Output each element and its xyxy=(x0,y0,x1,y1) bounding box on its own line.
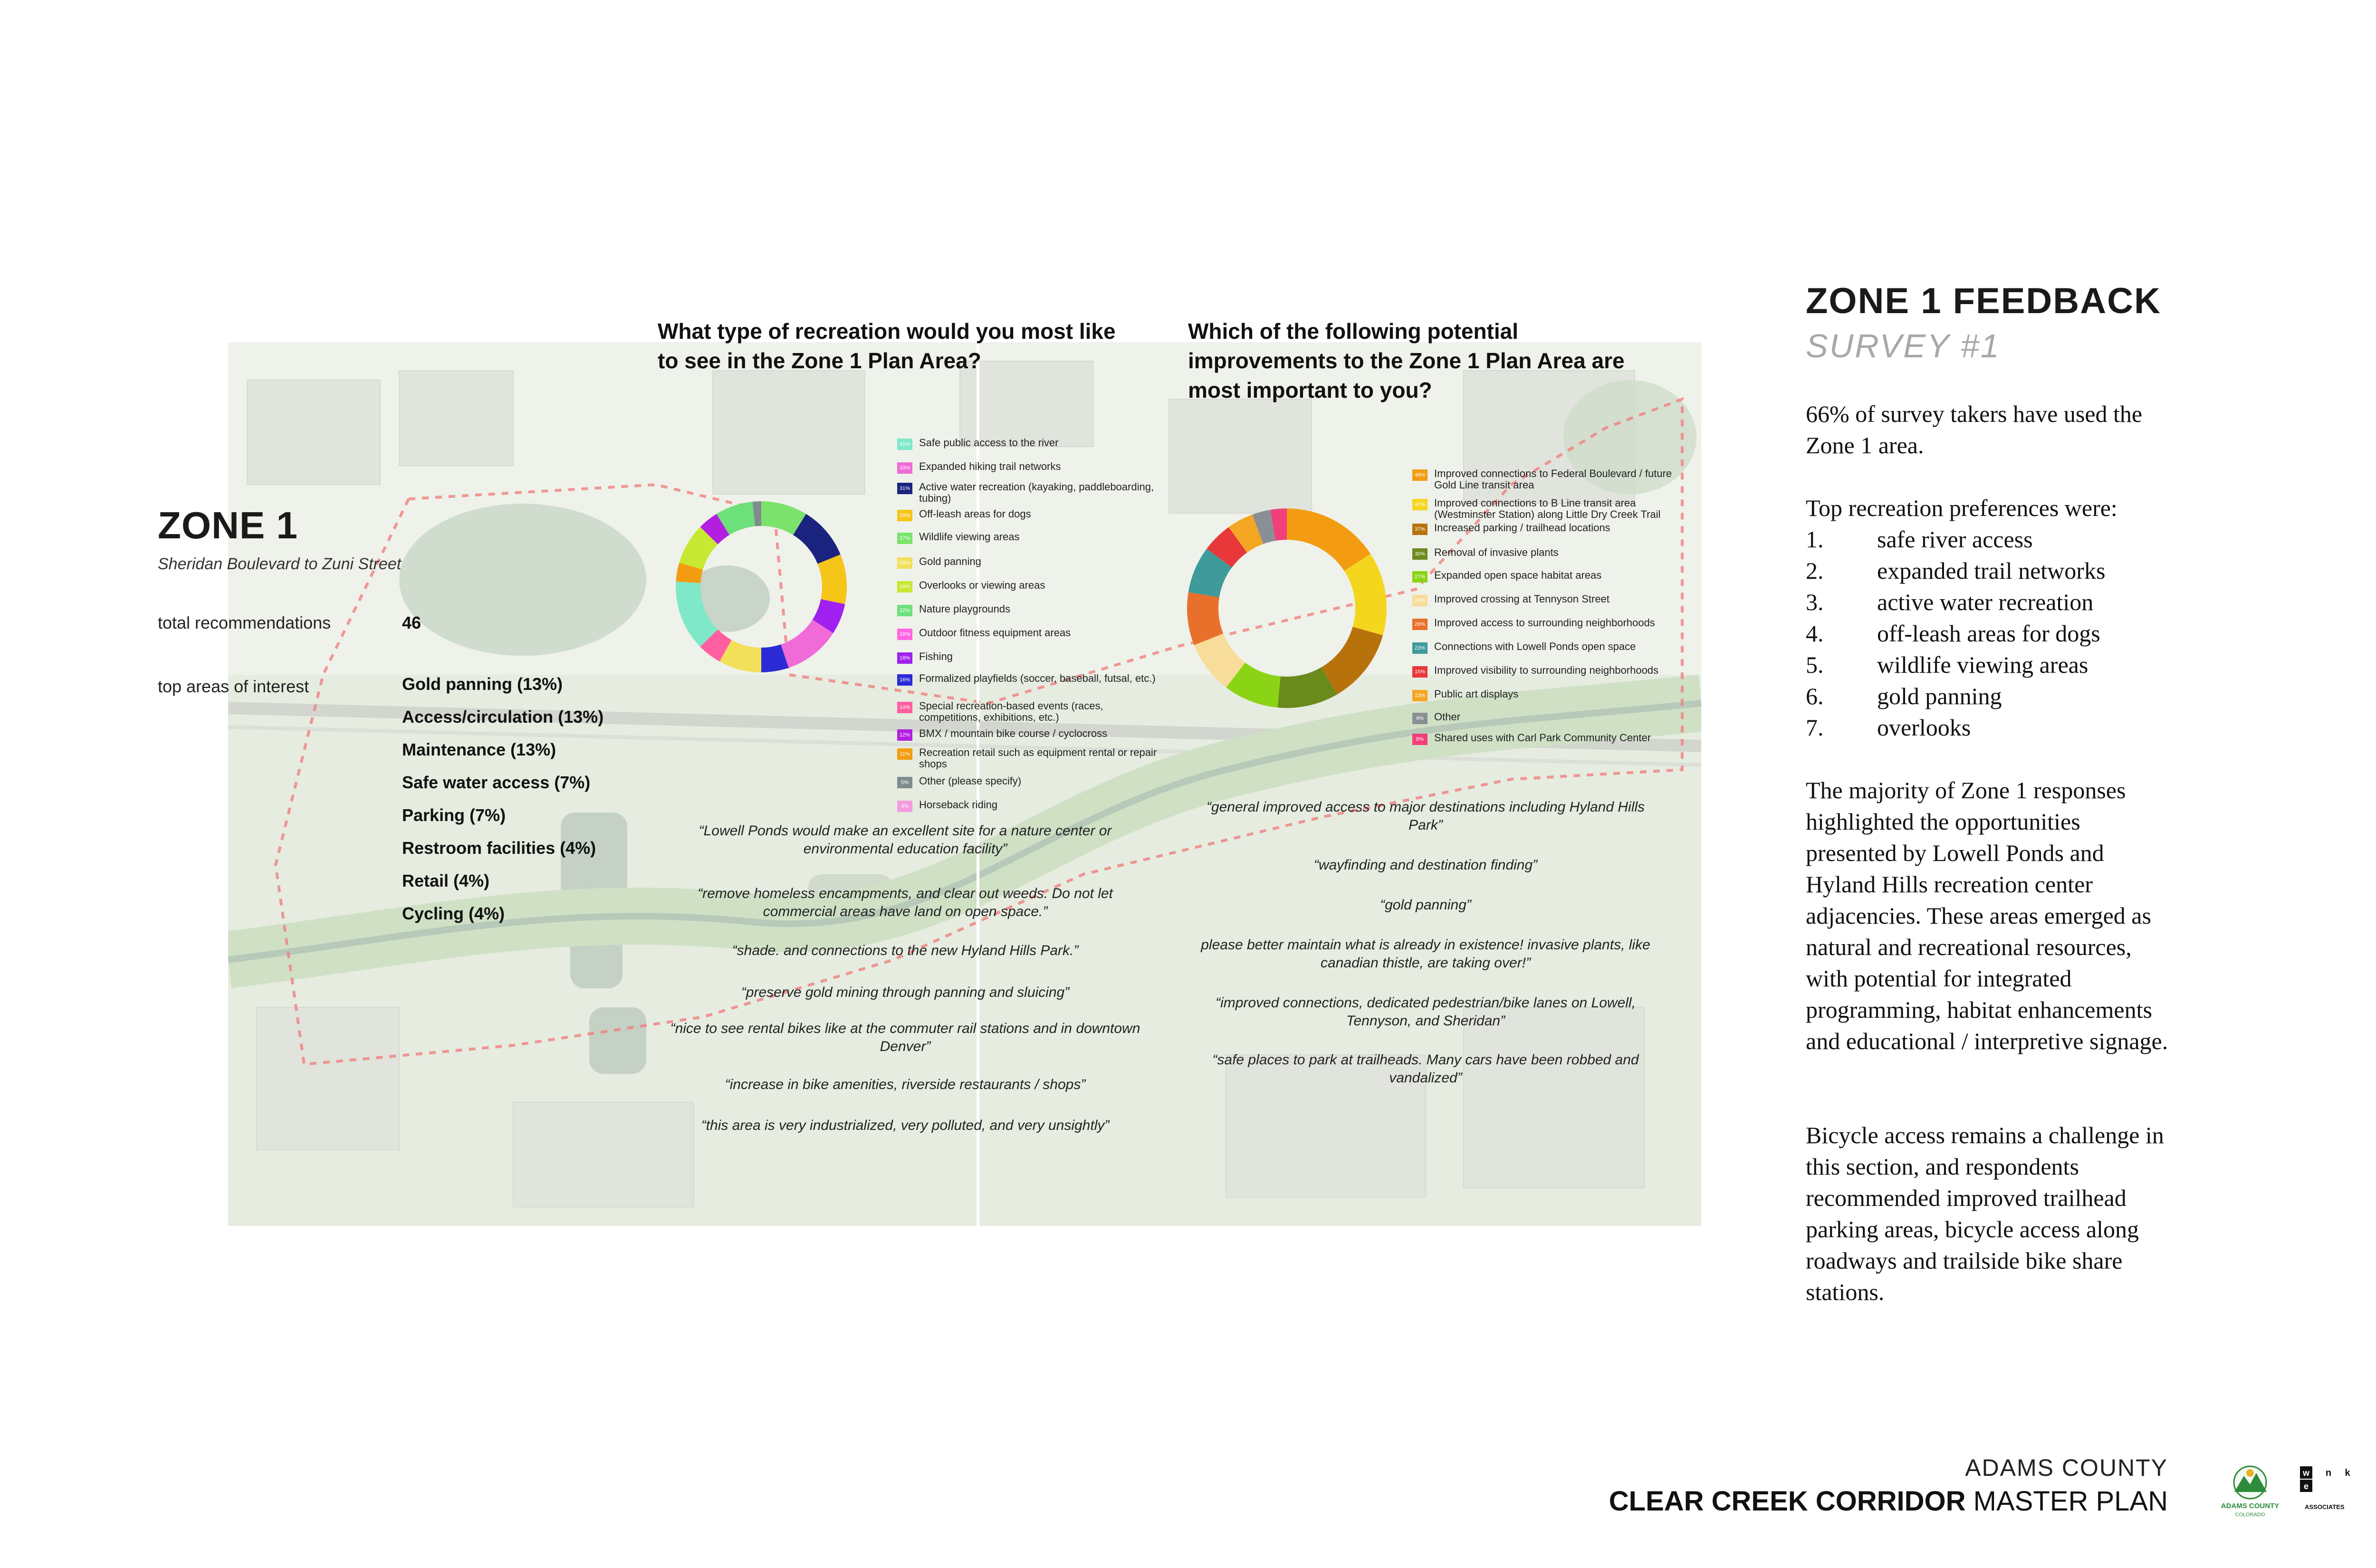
feedback-intro: 66% of survey takers have used the Zone 1 area. xyxy=(1806,401,2143,459)
legend-swatch: 29% xyxy=(897,510,912,521)
legend-swatch: 5% xyxy=(897,777,912,788)
legend-item xyxy=(1412,641,1681,654)
quote: “shade. and connections to the new Hyland Hills Park.” xyxy=(732,943,1079,958)
legend-label: Other xyxy=(1434,711,1461,723)
legend-label: Gold panning xyxy=(919,555,981,567)
preference-item: 7. overlooks xyxy=(1806,714,1971,741)
legend-label: Outdoor fitness equipment areas xyxy=(919,627,1071,639)
improvements-donut-chart xyxy=(1187,508,1387,708)
legend-swatch: 37% xyxy=(1412,524,1428,535)
legend-swatch: 25% xyxy=(897,557,912,569)
top-area-item: Parking (7%) xyxy=(402,805,506,825)
legend-label: Improved access to surrounding neighborhoods xyxy=(1434,617,1655,629)
quote: “Lowell Ponds would make an excellent site for a nature center or environmental education facility” xyxy=(699,823,1112,857)
feedback-paragraph: The majority of Zone 1 responses highlighted the opportunities presented by Lowell Ponds and Hyland Hills recreation center adjacencies. These areas emerged as natural and recreational resources, with potential for integrated programming, habitat enhancements and educational / interpretive signage. xyxy=(1806,777,2168,1054)
legend-label: Off-leash areas for dogs xyxy=(919,508,1031,520)
legend-swatch: 48% xyxy=(1412,469,1428,481)
legend-item xyxy=(897,437,1166,450)
feedback-title: ZONE 1 FEEDBACK xyxy=(1806,281,2161,321)
svg-text:ADAMS COUNTY: ADAMS COUNTY xyxy=(2221,1502,2280,1510)
preference-item: 3. active water recreation xyxy=(1806,589,2094,615)
legend-label: Special recreation-based events (races, competitions, exhibitions, etc.) xyxy=(919,700,1103,723)
quote: “safe places to park at trailheads. Many cars have been robbed and vandalized” xyxy=(1212,1052,1639,1086)
legend-label: Connections with Lowell Ponds open space xyxy=(1434,641,1636,652)
legend-item xyxy=(897,651,1166,664)
legend-item xyxy=(1412,497,1681,520)
legend-swatch: 16% xyxy=(897,674,912,686)
top-area-item: Retail (4%) xyxy=(402,871,490,890)
legend-item xyxy=(897,508,1166,521)
legend-label: Overlooks or viewing areas xyxy=(919,579,1045,591)
top-area-item: Gold panning (13%) xyxy=(402,674,563,694)
legend-swatch: 24% xyxy=(897,581,912,593)
legend-label: Improved connections to B Line transit area (Westminster Station) along Little Dry Creek Trail xyxy=(1434,497,1661,520)
quote: “gold panning” xyxy=(1380,897,1471,913)
legend-swatch: 4% xyxy=(897,801,912,812)
legend-label: Other (please specify) xyxy=(919,775,1022,787)
legend-label: Safe public access to the river xyxy=(919,437,1059,449)
legend-label: Active water recreation (kayaking, paddleboarding, tubing) xyxy=(919,481,1154,504)
legend-swatch: 18% xyxy=(897,629,912,640)
legend-label: Expanded hiking trail networks xyxy=(919,460,1061,472)
quote: “improved connections, dedicated pedestrian/bike lanes on Lowell, Tennyson, and Sheridan” xyxy=(1216,995,1636,1029)
legend-swatch: 26% xyxy=(1412,619,1428,630)
legend-item xyxy=(897,799,1166,812)
legend-item xyxy=(1412,665,1681,678)
legend-swatch: 11% xyxy=(897,748,912,760)
feedback-paragraph: Bicycle access remains a challenge in this section, and respondents recommended improved trailhead parking areas, bicycle access along roadways and trailside bike share stations. xyxy=(1806,1122,2164,1305)
svg-text:ASSOCIATES: ASSOCIATES xyxy=(2305,1503,2345,1511)
legend-label: Recreation retail such as equipment rental or repair shops xyxy=(919,746,1157,770)
legend-item xyxy=(897,747,1166,770)
improvements-question: Which of the following potential improvements to the Zone 1 Plan Area are most important to you? xyxy=(1188,319,1625,402)
legend-item xyxy=(1412,522,1681,535)
legend-swatch: 15% xyxy=(1412,666,1428,678)
svg-text:n: n xyxy=(2325,1468,2332,1478)
top-area-item: Cycling (4%) xyxy=(402,904,505,923)
quote: “this area is very industrialized, very polluted, and very unsightly” xyxy=(701,1118,1110,1133)
preferences-heading: Top recreation preferences were: xyxy=(1806,495,2117,521)
legend-item xyxy=(897,673,1166,686)
legend-label: Improved visibility to surrounding neighborhoods xyxy=(1434,664,1659,676)
adams-county-logo xyxy=(2214,1463,2286,1520)
svg-text:e: e xyxy=(2303,1482,2309,1491)
top-areas-label: top areas of interest xyxy=(158,677,309,696)
legend-item xyxy=(897,775,1166,788)
legend-swatch: 22% xyxy=(897,605,912,616)
legend-swatch: 31% xyxy=(897,483,912,494)
legend-item xyxy=(897,556,1166,569)
preference-item: 5. wildlife viewing areas xyxy=(1806,651,2089,678)
legend-swatch: 23% xyxy=(1412,642,1428,654)
top-area-item: Maintenance (13%) xyxy=(402,740,556,759)
legend-swatch: 9% xyxy=(1412,713,1428,724)
top-area-item: Access/circulation (13%) xyxy=(402,707,604,727)
legend-label: Improved crossing at Tennyson Street xyxy=(1434,593,1610,605)
legend-item xyxy=(897,461,1166,474)
legend-label: Wildlife viewing areas xyxy=(919,531,1020,543)
top-areas-list xyxy=(402,674,604,936)
legend-item xyxy=(897,700,1166,723)
legend-label: Public art displays xyxy=(1434,688,1519,700)
zone-title: ZONE 1 xyxy=(158,504,298,546)
legend-label: Removal of invasive plants xyxy=(1434,546,1559,558)
feedback-subtitle: SURVEY #1 xyxy=(1806,327,2001,364)
svg-text:COLORADO: COLORADO xyxy=(2235,1512,2265,1518)
preference-item: 2. expanded trail networks xyxy=(1806,557,2106,584)
legend-item xyxy=(1412,468,1681,491)
preferences-list xyxy=(1806,524,2105,743)
legend-label: BMX / mountain bike course / cyclocross xyxy=(919,727,1108,739)
legend-swatch: 13% xyxy=(1412,690,1428,701)
preference-item: 6. gold panning xyxy=(1806,683,2002,709)
legend-swatch: 33% xyxy=(897,462,912,474)
quote: “remove homeless encampments, and clear out weeds. Do not let commercial areas have land on open space.” xyxy=(698,886,1113,919)
top-area-item: Restroom facilities (4%) xyxy=(402,838,596,858)
quote: “general improved access to major destinations including Hyland Hills Park” xyxy=(1206,799,1645,833)
total-recommendations-label: total recommendations xyxy=(158,613,331,632)
legend-label: Increased parking / trailhead locations xyxy=(1434,522,1610,534)
legend-item xyxy=(897,531,1166,544)
legend-item xyxy=(897,580,1166,593)
footer-county: ADAMS COUNTY xyxy=(1965,1454,2168,1481)
legend-item xyxy=(1412,732,1681,745)
legend-swatch: 41% xyxy=(1412,499,1428,510)
legend-label: Horseback riding xyxy=(919,799,998,811)
legend-swatch: 27% xyxy=(897,533,912,544)
legend-label: Shared uses with Carl Park Community Center xyxy=(1434,732,1651,744)
total-recommendations-value: 46 xyxy=(402,613,422,632)
legend-swatch: 8% xyxy=(1412,734,1428,745)
quote: “increase in bike amenities, riverside restaurants / shops” xyxy=(725,1077,1086,1092)
donut-slice xyxy=(1287,508,1370,571)
preference-item: 1. safe river access xyxy=(1806,526,2033,553)
legend-item xyxy=(897,603,1166,616)
legend-item xyxy=(1412,570,1681,583)
svg-text:k: k xyxy=(2345,1468,2350,1478)
svg-text:w: w xyxy=(2302,1468,2310,1478)
legend-label: Fishing xyxy=(919,650,953,662)
legend-item xyxy=(1412,688,1681,701)
quote: “wayfinding and destination finding” xyxy=(1313,857,1538,873)
legend-label: Expanded open space habitat areas xyxy=(1434,569,1602,581)
legend-item xyxy=(1412,593,1681,606)
legend-label: Nature playgrounds xyxy=(919,603,1011,615)
preference-item: 4. off-leash areas for dogs xyxy=(1806,620,2100,647)
recreation-donut-chart xyxy=(676,501,847,672)
legend-swatch: 18% xyxy=(897,652,912,664)
legend-swatch: 12% xyxy=(897,729,912,741)
footer-plan-title: CLEAR CREEK CORRIDOR MASTER PLAN xyxy=(1609,1486,2168,1517)
zone-subtitle: Sheridan Boulevard to Zuni Street xyxy=(158,555,402,573)
legend-label: Improved connections to Federal Boulevard / future Gold Line transit area xyxy=(1434,468,1672,491)
quote: “preserve gold mining through panning and sluicing” xyxy=(741,985,1070,1000)
quote: please better maintain what is already in existence! invasive plants, like canadian thistle, are taking over!” xyxy=(1201,937,1650,971)
legend-item xyxy=(897,728,1166,741)
legend-item xyxy=(897,627,1166,640)
legend-label: Formalized playfields (soccer, baseball, futsal, etc.) xyxy=(919,672,1156,684)
legend-item xyxy=(1412,617,1681,630)
legend-swatch: 27% xyxy=(1412,571,1428,583)
legend-swatch: 30% xyxy=(1412,548,1428,560)
wenk-associates-logo xyxy=(2300,1463,2357,1520)
quote: “nice to see rental bikes like at the commuter rail stations and in downtown Denver” xyxy=(670,1021,1140,1054)
legend-swatch: 41% xyxy=(897,439,912,450)
legend-swatch: 14% xyxy=(897,702,912,713)
legend-swatch: 26% xyxy=(1412,595,1428,606)
legend-item xyxy=(897,481,1166,504)
top-area-item: Safe water access (7%) xyxy=(402,773,591,792)
legend-item xyxy=(1412,711,1681,724)
recreation-question: What type of recreation would you most like to see in the Zone 1 Plan Area? xyxy=(658,319,1116,373)
legend-item xyxy=(1412,547,1681,560)
